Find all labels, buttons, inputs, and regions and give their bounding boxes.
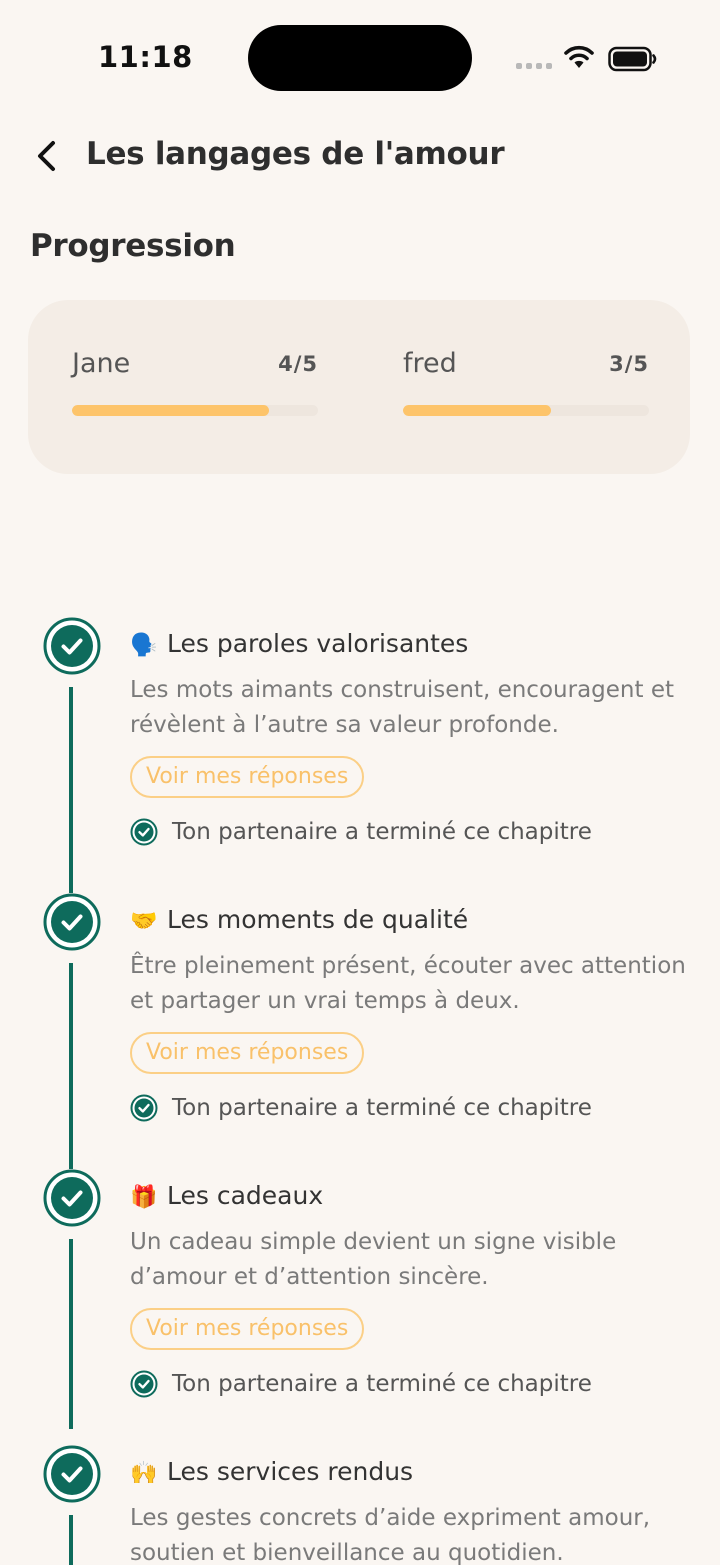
chapter-description: Un cadeau simple devient un signe visible d’amour et d’attention sincère.: [130, 1229, 617, 1290]
user-name: Jane: [72, 348, 131, 379]
cellular-signal-icon: [516, 63, 552, 69]
view-answers-button[interactable]: Voir mes réponses: [130, 1308, 364, 1350]
wifi-icon: [562, 44, 596, 70]
progress-fill: [72, 405, 269, 416]
dynamic-island: [248, 25, 472, 91]
user-progress-count: 4/5: [278, 352, 318, 376]
partner-status: [130, 1369, 592, 1399]
partner-status-text: Ton partenaire a terminé ce chapitre: [172, 819, 592, 845]
check-circle-icon: [43, 617, 101, 675]
chapter-title: Les paroles valorisantes: [167, 629, 469, 658]
handshake-icon: 🤝: [130, 909, 158, 934]
check-circle-small-icon: [130, 1370, 158, 1398]
status-time: 11:18: [98, 40, 193, 74]
view-answers-button[interactable]: Voir mes réponses: [130, 1032, 364, 1074]
chapter-title: Les cadeaux: [167, 1181, 324, 1210]
progress-fill: [403, 405, 551, 416]
check-circle-small-icon: [130, 818, 158, 846]
chapter-description: Les gestes concrets d’aide expriment amour, soutien et bienveillance au quotidien.: [130, 1505, 651, 1565]
chapter-title: Les services rendus: [167, 1457, 414, 1486]
chapter-description: Être pleinement présent, écouter avec attention et partager un vrai temps à deux.: [130, 953, 686, 1014]
timeline-connector: [69, 963, 73, 1169]
progress-track: [403, 405, 649, 416]
chevron-left-icon: [35, 140, 57, 172]
check-circle-icon: [43, 1445, 101, 1503]
chapter-title-row: [130, 905, 468, 934]
battery-icon: [608, 46, 658, 72]
chapter-title-row: [130, 1181, 323, 1210]
chapter-title-row: [130, 1457, 413, 1486]
view-answers-button[interactable]: Voir mes réponses: [130, 756, 364, 798]
partner-status: [130, 817, 592, 847]
gift-icon: 🎁: [130, 1185, 158, 1210]
raising-hands-icon: 🙌: [130, 1461, 158, 1486]
timeline-connector: [69, 1239, 73, 1429]
page-title: Les langages de l'amour: [86, 136, 505, 172]
progress-section-title: Progression: [30, 228, 236, 264]
check-circle-small-icon: [130, 1094, 158, 1122]
partner-status: [130, 1093, 592, 1123]
check-circle-icon: [43, 893, 101, 951]
speaking-head-icon: 🗣️: [130, 633, 158, 658]
progress-track: [72, 405, 318, 416]
check-circle-icon: [43, 1169, 101, 1227]
chapter-title-row: [130, 629, 468, 658]
back-button[interactable]: [28, 138, 64, 174]
user-progress-count: 3/5: [609, 352, 649, 376]
user-name: fred: [403, 348, 457, 379]
chapter-description: Les mots aimants construisent, encouragent et révèlent à l’autre sa valeur profonde.: [130, 677, 674, 738]
progress-card: [28, 300, 690, 474]
timeline-connector: [69, 1515, 73, 1565]
partner-status-text: Ton partenaire a terminé ce chapitre: [172, 1371, 592, 1397]
partner-status-text: Ton partenaire a terminé ce chapitre: [172, 1095, 592, 1121]
chapter-title: Les moments de qualité: [167, 905, 469, 934]
timeline-connector: [69, 687, 73, 893]
